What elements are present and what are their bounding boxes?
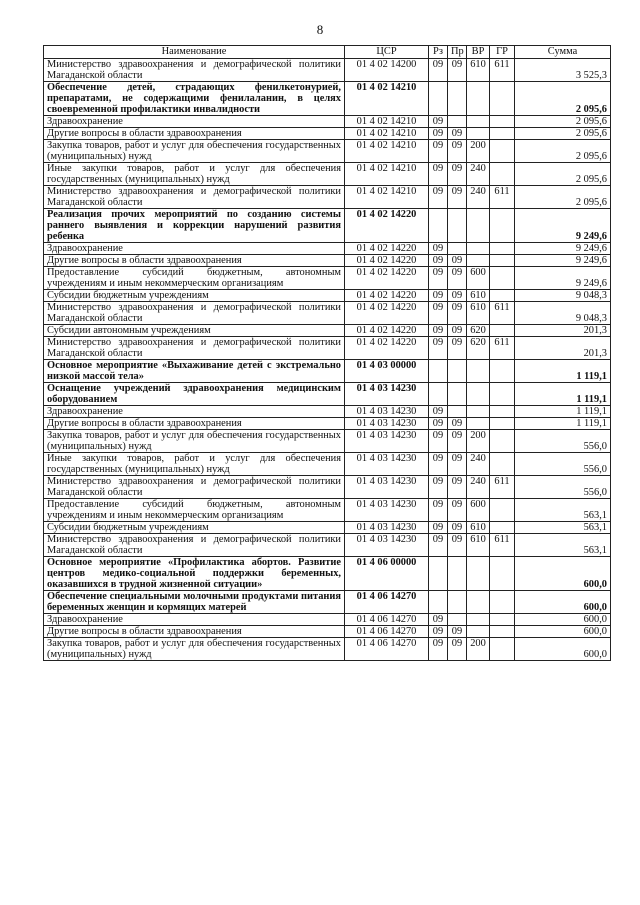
table-row xyxy=(44,302,611,325)
pr-cell: 09 xyxy=(448,267,467,290)
vr-cell: 240 xyxy=(467,186,490,209)
table-row xyxy=(44,243,611,255)
table-row xyxy=(44,290,611,302)
sum-cell: 9 249,6 xyxy=(515,255,611,267)
rz-cell: 09 xyxy=(429,418,448,430)
csr-cell: 01 4 06 14270 xyxy=(345,591,429,614)
vr-cell xyxy=(467,255,490,267)
sum-cell: 600,0 xyxy=(515,557,611,591)
vr-cell xyxy=(467,591,490,614)
name-cell: Обеспечение детей, страдающих фенилкетонурией, препаратами, не содержащими фенилаланин, в целях своевременной профилактики инвалидности xyxy=(44,82,345,116)
rz-cell xyxy=(429,209,448,243)
csr-cell: 01 4 03 14230 xyxy=(345,476,429,499)
gr-cell: 611 xyxy=(490,302,515,325)
csr-cell: 01 4 03 14230 xyxy=(345,453,429,476)
rz-cell: 09 xyxy=(429,337,448,360)
sum-cell: 563,1 xyxy=(515,534,611,557)
csr-cell: 01 4 02 14220 xyxy=(345,337,429,360)
name-cell: Здравоохранение xyxy=(44,116,345,128)
sum-cell: 600,0 xyxy=(515,638,611,661)
vr-cell xyxy=(467,614,490,626)
gr-cell xyxy=(490,255,515,267)
sum-cell: 1 119,1 xyxy=(515,406,611,418)
csr-cell: 01 4 06 14270 xyxy=(345,638,429,661)
rz-cell: 09 xyxy=(429,476,448,499)
name-cell: Предоставление субсидий бюджетным, автономным учреждениям и иным некоммерческим организациям xyxy=(44,499,345,522)
name-cell: Министерство здравоохранения и демографической политики Магаданской области xyxy=(44,337,345,360)
name-cell: Другие вопросы в области здравоохранения xyxy=(44,626,345,638)
gr-cell xyxy=(490,522,515,534)
rz-cell: 09 xyxy=(429,116,448,128)
csr-cell: 01 4 02 14220 xyxy=(345,255,429,267)
vr-cell xyxy=(467,116,490,128)
gr-cell xyxy=(490,453,515,476)
name-cell: Субсидии бюджетным учреждениям xyxy=(44,522,345,534)
rz-cell: 09 xyxy=(429,290,448,302)
sum-cell: 556,0 xyxy=(515,476,611,499)
sum-cell: 556,0 xyxy=(515,430,611,453)
gr-cell: 611 xyxy=(490,534,515,557)
rz-cell: 09 xyxy=(429,243,448,255)
rz-cell xyxy=(429,557,448,591)
vr-cell xyxy=(467,418,490,430)
rz-cell: 09 xyxy=(429,59,448,82)
table-row xyxy=(44,186,611,209)
name-cell: Другие вопросы в области здравоохранения xyxy=(44,128,345,140)
name-cell: Здравоохранение xyxy=(44,243,345,255)
pr-cell: 09 xyxy=(448,430,467,453)
pr-cell xyxy=(448,360,467,383)
pr-cell: 09 xyxy=(448,163,467,186)
gr-cell xyxy=(490,626,515,638)
vr-cell: 610 xyxy=(467,522,490,534)
rz-cell: 09 xyxy=(429,267,448,290)
table-row xyxy=(44,534,611,557)
name-cell: Закупка товаров, работ и услуг для обеспечения государственных (муниципальных) нужд xyxy=(44,430,345,453)
gr-cell xyxy=(490,557,515,591)
name-cell: Иные закупки товаров, работ и услуг для обеспечения государственных (муниципальных) нужд xyxy=(44,163,345,186)
sum-cell: 600,0 xyxy=(515,614,611,626)
sum-cell: 600,0 xyxy=(515,591,611,614)
csr-cell: 01 4 02 14220 xyxy=(345,243,429,255)
pr-cell: 09 xyxy=(448,418,467,430)
gr-cell xyxy=(490,290,515,302)
rz-cell xyxy=(429,82,448,116)
rz-cell: 09 xyxy=(429,128,448,140)
vr-cell: 610 xyxy=(467,534,490,557)
table-row xyxy=(44,325,611,337)
gr-cell xyxy=(490,116,515,128)
table-header-row xyxy=(44,46,611,59)
table-row xyxy=(44,499,611,522)
table-row xyxy=(44,383,611,406)
pr-cell: 09 xyxy=(448,499,467,522)
header-csr: ЦСР xyxy=(345,46,429,59)
table-row xyxy=(44,116,611,128)
vr-cell: 620 xyxy=(467,325,490,337)
gr-cell xyxy=(490,406,515,418)
name-cell: Закупка товаров, работ и услуг для обеспечения государственных (муниципальных) нужд xyxy=(44,638,345,661)
rz-cell xyxy=(429,383,448,406)
rz-cell: 09 xyxy=(429,186,448,209)
sum-cell: 9 048,3 xyxy=(515,290,611,302)
pr-cell xyxy=(448,557,467,591)
gr-cell xyxy=(490,638,515,661)
rz-cell xyxy=(429,360,448,383)
table-row xyxy=(44,337,611,360)
header-sum: Сумма xyxy=(515,46,611,59)
pr-cell xyxy=(448,614,467,626)
rz-cell: 09 xyxy=(429,534,448,557)
name-cell: Основное мероприятие «Выхаживание детей с экстремально низкой массой тела» xyxy=(44,360,345,383)
name-cell: Субсидии бюджетным учреждениям xyxy=(44,290,345,302)
sum-cell: 2 095,6 xyxy=(515,163,611,186)
sum-cell: 3 525,3 xyxy=(515,59,611,82)
sum-cell: 563,1 xyxy=(515,522,611,534)
csr-cell: 01 4 03 14230 xyxy=(345,522,429,534)
header-vr: ВР xyxy=(467,46,490,59)
gr-cell: 611 xyxy=(490,59,515,82)
pr-cell: 09 xyxy=(448,140,467,163)
csr-cell: 01 4 02 14210 xyxy=(345,128,429,140)
pr-cell: 09 xyxy=(448,453,467,476)
sum-cell: 9 048,3 xyxy=(515,302,611,325)
rz-cell: 09 xyxy=(429,406,448,418)
csr-cell: 01 4 02 14220 xyxy=(345,290,429,302)
page-number: 8 xyxy=(316,22,324,37)
table-row xyxy=(44,163,611,186)
pr-cell xyxy=(448,209,467,243)
csr-cell: 01 4 02 14210 xyxy=(345,140,429,163)
pr-cell: 09 xyxy=(448,325,467,337)
sum-cell: 1 119,1 xyxy=(515,360,611,383)
vr-cell xyxy=(467,360,490,383)
gr-cell xyxy=(490,209,515,243)
sum-cell: 556,0 xyxy=(515,453,611,476)
gr-cell xyxy=(490,418,515,430)
csr-cell: 01 4 03 14230 xyxy=(345,499,429,522)
vr-cell: 200 xyxy=(467,140,490,163)
csr-cell: 01 4 02 14210 xyxy=(345,186,429,209)
name-cell: Оснащение учреждений здравоохранения медицинским оборудованием xyxy=(44,383,345,406)
vr-cell: 620 xyxy=(467,337,490,360)
name-cell: Обеспечение специальными молочными продуктами питания беременных женщин и кормящих матерей xyxy=(44,591,345,614)
vr-cell: 600 xyxy=(467,267,490,290)
name-cell: Другие вопросы в области здравоохранения xyxy=(44,255,345,267)
vr-cell xyxy=(467,82,490,116)
csr-cell: 01 4 02 14200 xyxy=(345,59,429,82)
csr-cell: 01 4 02 14220 xyxy=(345,267,429,290)
name-cell: Субсидии автономным учреждениям xyxy=(44,325,345,337)
table-row xyxy=(44,140,611,163)
pr-cell: 09 xyxy=(448,476,467,499)
csr-cell: 01 4 03 14230 xyxy=(345,383,429,406)
gr-cell: 611 xyxy=(490,337,515,360)
sum-cell: 2 095,6 xyxy=(515,82,611,116)
name-cell: Предоставление субсидий бюджетным, автономным учреждениям и иным некоммерческим организациям xyxy=(44,267,345,290)
pr-cell: 09 xyxy=(448,302,467,325)
sum-cell: 2 095,6 xyxy=(515,140,611,163)
table-row xyxy=(44,267,611,290)
pr-cell: 09 xyxy=(448,128,467,140)
gr-cell xyxy=(490,128,515,140)
pr-cell: 09 xyxy=(448,290,467,302)
gr-cell xyxy=(490,140,515,163)
vr-cell: 610 xyxy=(467,302,490,325)
rz-cell: 09 xyxy=(429,499,448,522)
vr-cell xyxy=(467,626,490,638)
vr-cell: 200 xyxy=(467,638,490,661)
rz-cell: 09 xyxy=(429,453,448,476)
gr-cell xyxy=(490,267,515,290)
sum-cell: 2 095,6 xyxy=(515,128,611,140)
sum-cell: 600,0 xyxy=(515,626,611,638)
sum-cell: 9 249,6 xyxy=(515,243,611,255)
table-row xyxy=(44,614,611,626)
gr-cell xyxy=(490,591,515,614)
vr-cell xyxy=(467,243,490,255)
name-cell: Министерство здравоохранения и демографической политики Магаданской области xyxy=(44,59,345,82)
rz-cell: 09 xyxy=(429,302,448,325)
csr-cell: 01 4 06 00000 xyxy=(345,557,429,591)
table-row xyxy=(44,453,611,476)
pr-cell xyxy=(448,591,467,614)
header-rz: Рз xyxy=(429,46,448,59)
pr-cell xyxy=(448,406,467,418)
gr-cell xyxy=(490,614,515,626)
pr-cell: 09 xyxy=(448,186,467,209)
rz-cell xyxy=(429,591,448,614)
vr-cell: 610 xyxy=(467,290,490,302)
gr-cell xyxy=(490,360,515,383)
vr-cell xyxy=(467,209,490,243)
gr-cell xyxy=(490,383,515,406)
pr-cell xyxy=(448,243,467,255)
sum-cell: 2 095,6 xyxy=(515,186,611,209)
vr-cell: 200 xyxy=(467,430,490,453)
budget-table xyxy=(43,45,611,661)
name-cell: Министерство здравоохранения и демографической политики Магаданской области xyxy=(44,476,345,499)
table-row xyxy=(44,128,611,140)
pr-cell: 09 xyxy=(448,255,467,267)
vr-cell xyxy=(467,557,490,591)
pr-cell: 09 xyxy=(448,626,467,638)
name-cell: Здравоохранение xyxy=(44,614,345,626)
pr-cell: 09 xyxy=(448,59,467,82)
gr-cell xyxy=(490,430,515,453)
sum-cell: 201,3 xyxy=(515,337,611,360)
rz-cell: 09 xyxy=(429,140,448,163)
name-cell: Здравоохранение xyxy=(44,406,345,418)
csr-cell: 01 4 03 14230 xyxy=(345,534,429,557)
gr-cell: 611 xyxy=(490,186,515,209)
gr-cell xyxy=(490,325,515,337)
name-cell: Иные закупки товаров, работ и услуг для обеспечения государственных (муниципальных) нужд xyxy=(44,453,345,476)
table-row xyxy=(44,209,611,243)
rz-cell: 09 xyxy=(429,255,448,267)
vr-cell xyxy=(467,128,490,140)
header-name: Наименование xyxy=(44,46,345,59)
csr-cell: 01 4 06 14270 xyxy=(345,614,429,626)
table-row xyxy=(44,406,611,418)
pr-cell xyxy=(448,116,467,128)
table-row xyxy=(44,360,611,383)
name-cell: Основное мероприятие «Профилактика абортов. Развитие центров медико-социальной поддержки беременных, оказавшихся в трудной жизненной ситуации» xyxy=(44,557,345,591)
table-row xyxy=(44,522,611,534)
pr-cell: 09 xyxy=(448,522,467,534)
name-cell: Другие вопросы в области здравоохранения xyxy=(44,418,345,430)
csr-cell: 01 4 02 14220 xyxy=(345,302,429,325)
pr-cell: 09 xyxy=(448,638,467,661)
vr-cell xyxy=(467,383,490,406)
name-cell: Закупка товаров, работ и услуг для обеспечения государственных (муниципальных) нужд xyxy=(44,140,345,163)
vr-cell xyxy=(467,406,490,418)
vr-cell: 240 xyxy=(467,453,490,476)
csr-cell: 01 4 03 14230 xyxy=(345,406,429,418)
sum-cell: 2 095,6 xyxy=(515,116,611,128)
rz-cell: 09 xyxy=(429,430,448,453)
gr-cell: 611 xyxy=(490,476,515,499)
csr-cell: 01 4 02 14210 xyxy=(345,82,429,116)
sum-cell: 201,3 xyxy=(515,325,611,337)
table-row xyxy=(44,476,611,499)
vr-cell: 240 xyxy=(467,476,490,499)
rz-cell: 09 xyxy=(429,614,448,626)
header-gr: ГР xyxy=(490,46,515,59)
gr-cell xyxy=(490,499,515,522)
gr-cell xyxy=(490,243,515,255)
sum-cell: 9 249,6 xyxy=(515,209,611,243)
table-row xyxy=(44,626,611,638)
table-row xyxy=(44,82,611,116)
sum-cell: 1 119,1 xyxy=(515,383,611,406)
table-row xyxy=(44,430,611,453)
table-row xyxy=(44,59,611,82)
gr-cell xyxy=(490,163,515,186)
table-row xyxy=(44,591,611,614)
csr-cell: 01 4 03 00000 xyxy=(345,360,429,383)
table-row xyxy=(44,638,611,661)
vr-cell: 600 xyxy=(467,499,490,522)
table-row xyxy=(44,418,611,430)
csr-cell: 01 4 02 14220 xyxy=(345,325,429,337)
pr-cell xyxy=(448,82,467,116)
csr-cell: 01 4 03 14230 xyxy=(345,418,429,430)
sum-cell: 9 249,6 xyxy=(515,267,611,290)
header-pr: Пр xyxy=(448,46,467,59)
rz-cell: 09 xyxy=(429,522,448,534)
csr-cell: 01 4 02 14210 xyxy=(345,163,429,186)
name-cell: Министерство здравоохранения и демографической политики Магаданской области xyxy=(44,534,345,557)
name-cell: Реализация прочих мероприятий по созданию системы раннего выявления и коррекции нарушений развития ребенка xyxy=(44,209,345,243)
sum-cell: 563,1 xyxy=(515,499,611,522)
name-cell: Министерство здравоохранения и демографической политики Магаданской области xyxy=(44,302,345,325)
csr-cell: 01 4 03 14230 xyxy=(345,430,429,453)
table-body xyxy=(44,59,611,661)
rz-cell: 09 xyxy=(429,325,448,337)
table-row xyxy=(44,255,611,267)
csr-cell: 01 4 02 14210 xyxy=(345,116,429,128)
gr-cell xyxy=(490,82,515,116)
pr-cell: 09 xyxy=(448,534,467,557)
rz-cell: 09 xyxy=(429,638,448,661)
pr-cell xyxy=(448,383,467,406)
pr-cell: 09 xyxy=(448,337,467,360)
name-cell: Министерство здравоохранения и демографической политики Магаданской области xyxy=(44,186,345,209)
csr-cell: 01 4 02 14220 xyxy=(345,209,429,243)
csr-cell: 01 4 06 14270 xyxy=(345,626,429,638)
table-row xyxy=(44,557,611,591)
vr-cell: 610 xyxy=(467,59,490,82)
vr-cell: 240 xyxy=(467,163,490,186)
rz-cell: 09 xyxy=(429,163,448,186)
sum-cell: 1 119,1 xyxy=(515,418,611,430)
rz-cell: 09 xyxy=(429,626,448,638)
